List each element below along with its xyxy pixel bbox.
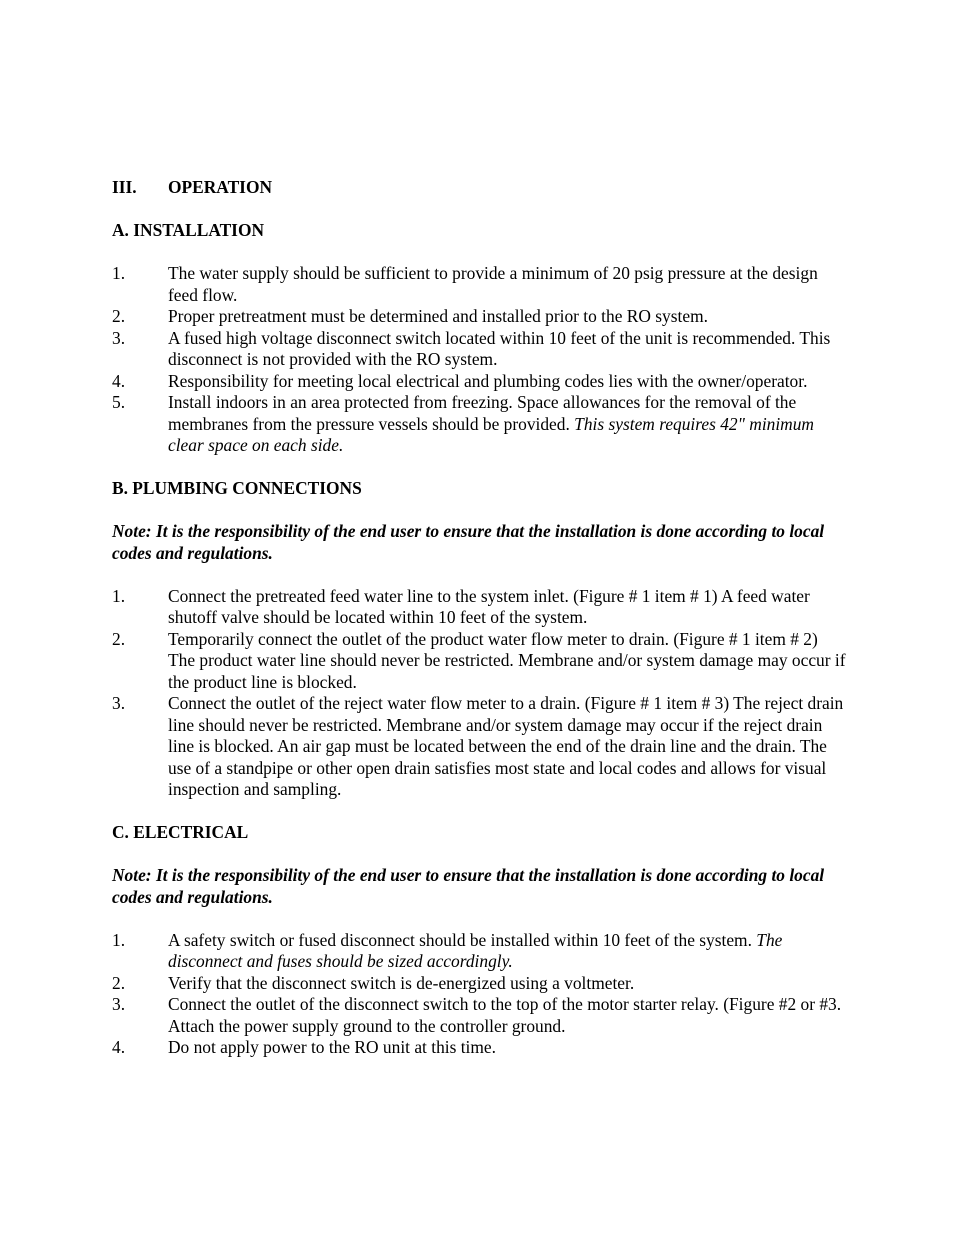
item-number: 2. xyxy=(112,306,126,326)
list-item xyxy=(112,994,847,1037)
item-text: Do not apply power to the RO unit at this time. xyxy=(168,1037,496,1057)
plumbing-heading: B. PLUMBING CONNECTIONS xyxy=(112,478,362,498)
item-text: A fused high voltage disconnect switch located within 10 feet of the unit is recommended. This disconnect is not provided with the RO system. xyxy=(168,327,831,369)
item-number: 5. xyxy=(112,392,126,412)
list-item xyxy=(112,629,847,694)
list-item xyxy=(112,1037,847,1059)
list-item xyxy=(112,392,847,457)
installation-list xyxy=(112,263,847,457)
item-number: 3. xyxy=(112,693,126,713)
electrical-list xyxy=(112,930,847,1059)
item-number: 1. xyxy=(112,263,126,283)
electrical-heading: C. ELECTRICAL xyxy=(112,822,249,842)
list-item xyxy=(112,586,847,629)
plumbing-note: Note: It is the responsibility of the end user to ensure that the installation is done according to local codes and regulations. xyxy=(112,521,825,563)
section-number: III. xyxy=(112,177,137,197)
item-text: Proper pretreatment must be determined and installed prior to the RO system. xyxy=(168,306,708,326)
item-number: 3. xyxy=(112,994,126,1014)
item-number: 1. xyxy=(112,929,126,950)
item-number: 4. xyxy=(112,1037,126,1057)
item-text: Verify that the disconnect switch is de-energized using a voltmeter. xyxy=(168,972,635,993)
item-italic-text: This system requires 42" minimum clear space on each side. xyxy=(168,413,814,455)
list-item xyxy=(112,328,847,371)
item-text: Connect the outlet of the reject water flow meter to a drain. (Figure # 1 item # 3) The reject drain line should never be restricted. Membrane and/or system damage may occur if the reject drain line is blocked. An air gap must be located between the end of the drain line and the drain. The use of a standpipe or other open drain satisfies most state and local codes and allows for visual inspection and sampling. xyxy=(168,693,844,799)
list-item xyxy=(112,693,847,801)
installation-heading: A. INSTALLATION xyxy=(112,220,265,240)
section-title: OPERATION xyxy=(168,177,273,197)
document-page xyxy=(112,177,847,1059)
item-text: Connect the pretreated feed water line to the system inlet. (Figure # 1 item # 1) A feed water shutoff valve should be located within 10 feet of the system. xyxy=(168,585,810,627)
item-number: 2. xyxy=(112,628,126,649)
item-text: A safety switch or fused disconnect should be installed within 10 feet of the system. xyxy=(168,929,757,950)
list-item xyxy=(112,973,847,995)
list-item xyxy=(112,263,847,306)
item-text: Responsibility for meeting local electrical and plumbing codes lies with the owner/operator. xyxy=(168,370,808,391)
item-text: The water supply should be sufficient to provide a minimum of 20 psig pressure at the design feed flow. xyxy=(168,263,818,305)
item-number: 1. xyxy=(112,585,126,606)
item-text: Install indoors in an area protected from freezing. Space allowances for the removal of the membranes from the pressure vessels should be provided. xyxy=(168,392,797,434)
item-text: Connect the outlet of the disconnect switch to the top of the motor starter relay. (Figure #2 or #3. Attach the power supply ground to the controller ground. xyxy=(168,994,842,1036)
list-item xyxy=(112,371,847,393)
item-text: Temporarily connect the outlet of the product water flow meter to drain. (Figure # 1 item # 2) The product water line should never be restricted. Membrane and/or system damage may occur if the product line is blocked. xyxy=(168,628,846,692)
list-item xyxy=(112,306,847,328)
item-italic-text: The disconnect and fuses should be sized accordingly. xyxy=(168,929,783,971)
section-heading xyxy=(112,177,847,199)
electrical-note: Note: It is the responsibility of the end user to ensure that the installation is done according to local codes and regulations. xyxy=(112,865,825,907)
plumbing-list xyxy=(112,586,847,801)
item-number: 4. xyxy=(112,370,126,391)
list-item xyxy=(112,930,847,973)
item-number: 2. xyxy=(112,972,126,993)
item-number: 3. xyxy=(112,327,126,348)
